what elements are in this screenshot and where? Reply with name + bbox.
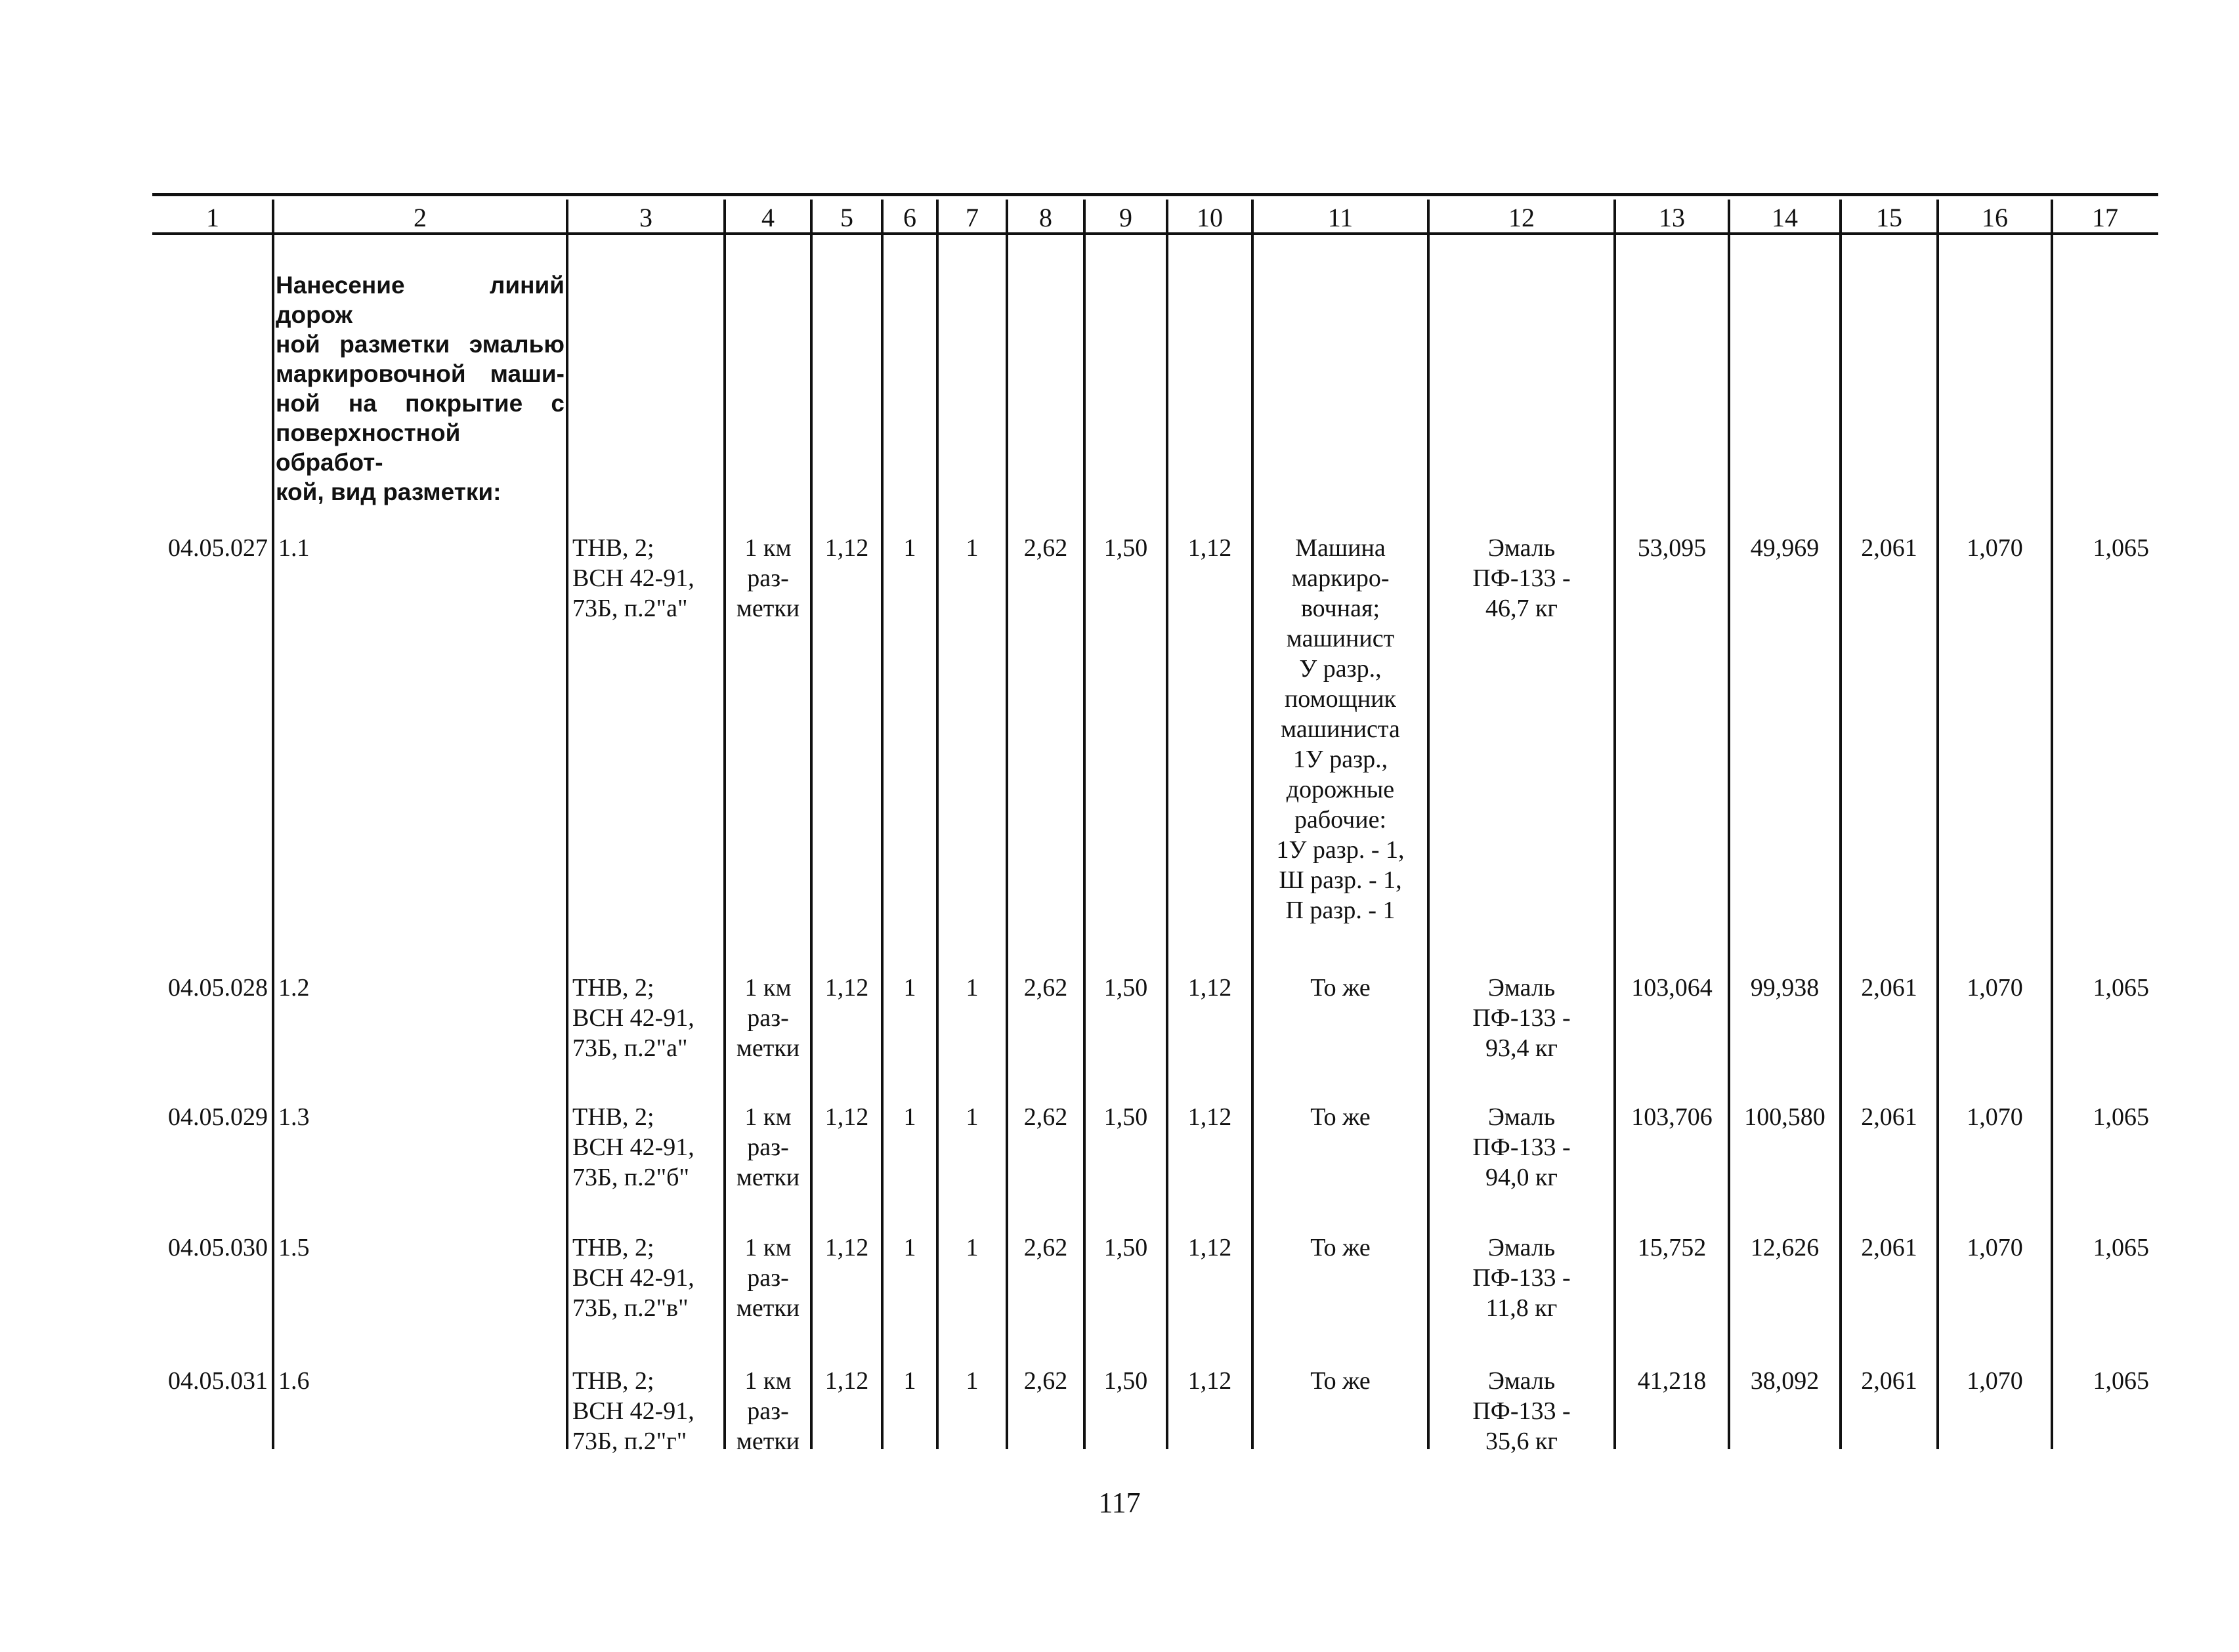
norm-reference: ТНВ, 2; ВСН 42-91, 73Б, п.2"в" [572, 1234, 694, 1322]
value-col-10: 1,12 [1187, 1367, 1232, 1395]
machine-and-crew: То же [1310, 974, 1371, 1002]
value-col-13: 103,706 [1631, 1103, 1713, 1131]
value-col-7: 1 [966, 1367, 979, 1395]
page-number: 117 [1098, 1487, 1141, 1519]
value-col-17: 1,065 [2093, 534, 2149, 562]
value-col-7: 1 [966, 974, 979, 1002]
value-col-13: 41,218 [1637, 1367, 1707, 1395]
norm-name: 1.5 [278, 1234, 310, 1261]
group-description [276, 270, 565, 507]
value-col-7: 1 [966, 1103, 979, 1131]
value-col-9: 1,50 [1103, 1103, 1148, 1131]
measure-unit: 1 км раз- метки [736, 1103, 800, 1191]
value-col-10: 1,12 [1187, 974, 1232, 1002]
value-col-13: 15,752 [1637, 1234, 1707, 1261]
value-col-9: 1,50 [1103, 534, 1148, 562]
machine-and-crew: То же [1310, 1103, 1371, 1131]
machine-and-crew: Машина маркиро- вочная; машинист У разр., помощник машиниста 1У разр., дорожные рабочие: 1У разр. - 1, Ш разр. - 1, П разр. - 1 [1276, 534, 1405, 924]
column-rule [1006, 200, 1008, 1449]
desc-line: ной разметки эмалью [276, 331, 565, 358]
value-col-10: 1,12 [1187, 534, 1232, 562]
column-rule [1839, 200, 1842, 1449]
value-col-17: 1,065 [2093, 1234, 2149, 1261]
value-col-6: 1 [903, 1234, 916, 1261]
value-col-6: 1 [903, 1367, 916, 1395]
value-col-10: 1,12 [1187, 1234, 1232, 1261]
value-col-13: 103,064 [1631, 974, 1713, 1002]
value-col-9: 1,50 [1103, 1234, 1148, 1261]
measure-unit: 1 км раз- метки [736, 534, 800, 622]
column-header-3: 3 [639, 203, 652, 232]
column-header-17: 17 [2092, 203, 2118, 232]
value-col-16: 1,070 [1967, 1234, 2023, 1261]
norm-code: 04.05.030 [168, 1234, 268, 1261]
column-header-12: 12 [1508, 203, 1535, 232]
material: Эмаль ПФ-133 - 46,7 кг [1472, 534, 1571, 622]
norm-code: 04.05.028 [168, 974, 268, 1002]
value-col-8: 2,62 [1023, 1234, 1068, 1261]
value-col-8: 2,62 [1023, 1103, 1068, 1131]
table-top-rule [152, 193, 2158, 196]
column-rule [272, 200, 274, 1449]
norm-reference: ТНВ, 2; ВСН 42-91, 73Б, п.2"б" [572, 1103, 694, 1191]
column-header-11: 11 [1327, 203, 1354, 232]
value-col-15: 2,061 [1861, 1234, 1917, 1261]
value-col-16: 1,070 [1967, 1367, 2023, 1395]
norm-code: 04.05.027 [168, 534, 268, 562]
value-col-16: 1,070 [1967, 534, 2023, 562]
desc-line: Нанесение линий дорож [276, 272, 565, 328]
value-col-14: 38,092 [1750, 1367, 1820, 1395]
value-col-6: 1 [903, 534, 916, 562]
value-col-8: 2,62 [1023, 974, 1068, 1002]
norm-name: 1.2 [278, 974, 310, 1002]
value-col-14: 100,580 [1744, 1103, 1825, 1131]
measure-unit: 1 км раз- метки [736, 1234, 800, 1322]
column-rule [1166, 200, 1168, 1449]
column-rule [936, 200, 939, 1449]
measure-unit: 1 км раз- метки [736, 1367, 800, 1455]
material: Эмаль ПФ-133 - 11,8 кг [1472, 1234, 1571, 1322]
norm-name: 1.6 [278, 1367, 310, 1395]
column-header-1: 1 [206, 203, 219, 232]
desc-line: поверхностной обработ- [276, 419, 461, 476]
column-rule [723, 200, 726, 1449]
value-col-16: 1,070 [1967, 974, 2023, 1002]
value-col-10: 1,12 [1187, 1103, 1232, 1131]
norm-code: 04.05.031 [168, 1367, 268, 1395]
material: Эмаль ПФ-133 - 93,4 кг [1472, 974, 1571, 1062]
value-col-14: 99,938 [1750, 974, 1820, 1002]
column-rule [1936, 200, 1939, 1449]
material: Эмаль ПФ-133 - 35,6 кг [1472, 1367, 1571, 1455]
column-header-6: 6 [903, 203, 916, 232]
column-rule [810, 200, 813, 1449]
value-col-15: 2,061 [1861, 1367, 1917, 1395]
column-header-14: 14 [1772, 203, 1798, 232]
column-rule [566, 200, 568, 1449]
norm-name: 1.1 [278, 534, 310, 562]
value-col-15: 2,061 [1861, 1103, 1917, 1131]
measure-unit: 1 км раз- метки [736, 974, 800, 1062]
column-header-15: 15 [1876, 203, 1902, 232]
machine-and-crew: То же [1310, 1234, 1371, 1261]
column-header-2: 2 [414, 203, 427, 232]
column-rule [1083, 200, 1086, 1449]
value-col-5: 1,12 [824, 1103, 869, 1131]
value-col-17: 1,065 [2093, 974, 2149, 1002]
value-col-9: 1,50 [1103, 1367, 1148, 1395]
value-col-8: 2,62 [1023, 1367, 1068, 1395]
value-col-14: 49,969 [1750, 534, 1820, 562]
column-rule [881, 200, 884, 1449]
value-col-16: 1,070 [1967, 1103, 2023, 1131]
desc-line: ной на покрытие с [276, 390, 565, 417]
norm-reference: ТНВ, 2; ВСН 42-91, 73Б, п.2"а" [572, 534, 694, 622]
column-header-9: 9 [1119, 203, 1132, 232]
value-col-9: 1,50 [1103, 974, 1148, 1002]
value-col-6: 1 [903, 974, 916, 1002]
material: Эмаль ПФ-133 - 94,0 кг [1472, 1103, 1571, 1191]
column-rule [2051, 200, 2053, 1449]
norm-reference: ТНВ, 2; ВСН 42-91, 73Б, п.2"г" [572, 1367, 694, 1455]
column-rule [1427, 200, 1430, 1449]
value-col-5: 1,12 [824, 534, 869, 562]
desc-line: маркировочной маши- [276, 360, 565, 387]
column-header-8: 8 [1039, 203, 1052, 232]
column-header-4: 4 [761, 203, 775, 232]
value-col-6: 1 [903, 1103, 916, 1131]
column-header-5: 5 [840, 203, 853, 232]
value-col-8: 2,62 [1023, 534, 1068, 562]
column-header-10: 10 [1197, 203, 1223, 232]
column-header-7: 7 [966, 203, 979, 232]
norm-name: 1.3 [278, 1103, 310, 1131]
value-col-5: 1,12 [824, 974, 869, 1002]
norm-code: 04.05.029 [168, 1103, 268, 1131]
value-col-15: 2,061 [1861, 974, 1917, 1002]
value-col-17: 1,065 [2093, 1103, 2149, 1131]
norm-reference: ТНВ, 2; ВСН 42-91, 73Б, п.2"а" [572, 974, 694, 1062]
value-col-7: 1 [966, 1234, 979, 1261]
machine-and-crew: То же [1310, 1367, 1371, 1395]
value-col-7: 1 [966, 534, 979, 562]
value-col-13: 53,095 [1637, 534, 1707, 562]
value-col-15: 2,061 [1861, 534, 1917, 562]
norms-table [152, 193, 2158, 1455]
column-header-16: 16 [1982, 203, 2008, 232]
value-col-5: 1,12 [824, 1234, 869, 1261]
desc-line: кой, вид разметки: [276, 478, 501, 505]
value-col-5: 1,12 [824, 1367, 869, 1395]
column-header-13: 13 [1659, 203, 1685, 232]
value-col-14: 12,626 [1750, 1234, 1820, 1261]
value-col-17: 1,065 [2093, 1367, 2149, 1395]
